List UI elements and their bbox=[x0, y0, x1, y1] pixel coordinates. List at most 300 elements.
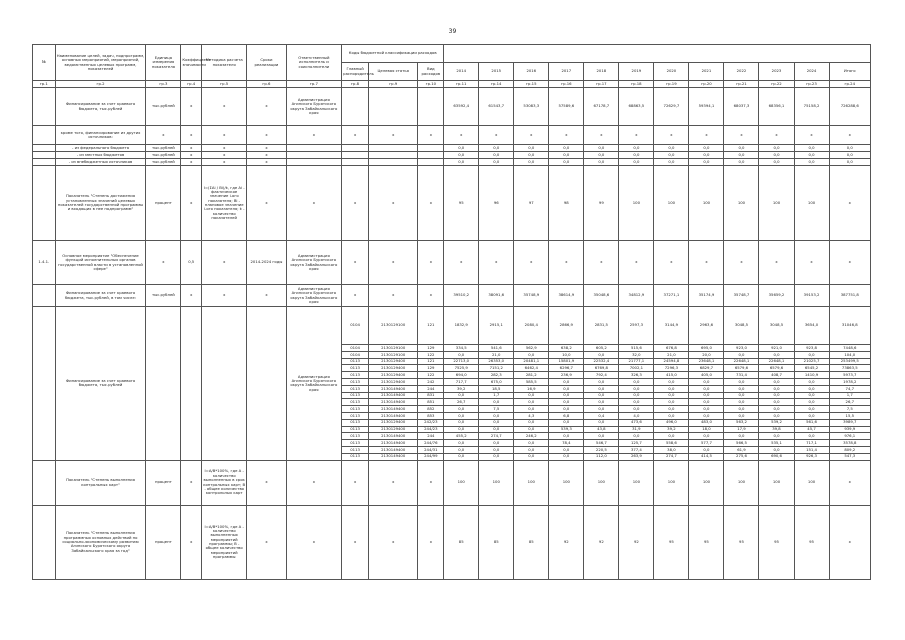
col-unit-header: Единица измерения показателя bbox=[146, 45, 181, 81]
value-cell: 3048,5 bbox=[759, 307, 794, 345]
value-cell: 717,7 bbox=[444, 378, 479, 385]
value-cell: 0,0 bbox=[444, 159, 479, 166]
value-cell: 0,0 bbox=[724, 392, 759, 399]
row-csr: 2130149400 bbox=[368, 433, 417, 440]
value-cell: х bbox=[619, 241, 654, 285]
value-cell: 541,6 bbox=[479, 345, 514, 352]
value-cell: 566,5 bbox=[724, 440, 759, 447]
value-cell: 0,0 bbox=[794, 392, 829, 399]
value-cell: 74,7 bbox=[829, 385, 870, 392]
value-cell: 31046,8 bbox=[829, 307, 870, 345]
row-coef: х bbox=[181, 505, 202, 579]
value-cell: 539,3 bbox=[549, 426, 584, 433]
row-grbs: 0113 bbox=[342, 453, 369, 460]
row-number bbox=[33, 126, 56, 145]
value-cell: 6,8 bbox=[549, 412, 584, 419]
value-cell: х bbox=[689, 241, 724, 285]
header-row-1 bbox=[33, 45, 871, 63]
value-cell: 0,0 bbox=[514, 453, 549, 460]
value-cell: х bbox=[724, 126, 759, 145]
row-ind2 bbox=[33, 460, 871, 505]
row-csr bbox=[368, 152, 417, 159]
row-ext bbox=[33, 159, 871, 166]
row-unit: процент bbox=[146, 505, 181, 579]
value-cell: 7,5 bbox=[829, 406, 870, 413]
value-cell: 100 bbox=[444, 460, 479, 505]
value-cell: 1,7 bbox=[829, 392, 870, 399]
year-header: 2019 bbox=[619, 63, 654, 81]
column-number: гр.20 bbox=[689, 81, 724, 88]
value-cell: 0,0 bbox=[689, 446, 724, 453]
value-cell: 7525,9 bbox=[444, 365, 479, 372]
row-vr bbox=[418, 88, 444, 126]
value-cell: 21777,1 bbox=[619, 358, 654, 365]
row-number bbox=[33, 166, 56, 241]
years-header-blank bbox=[444, 45, 871, 63]
value-cell: 694,0 bbox=[444, 372, 479, 379]
value-cell: 0,0 bbox=[549, 419, 584, 426]
row-unit: тыс.рублей bbox=[146, 159, 181, 166]
value-cell: 38614,9 bbox=[549, 285, 584, 307]
row-number bbox=[33, 145, 56, 152]
value-cell: 0,0 bbox=[584, 145, 619, 152]
total-header: Итого bbox=[829, 63, 870, 81]
value-cell: 15801,9 bbox=[549, 358, 584, 365]
row-name: Показатель "Степень достижения установленных значений целевых показателей государственной программы и входящих в нее подпрограмм" bbox=[55, 166, 146, 241]
value-cell: 17,9 bbox=[724, 426, 759, 433]
row-csr bbox=[368, 88, 417, 126]
row-vr: х bbox=[418, 460, 444, 505]
row-csr: 2130149400 bbox=[368, 385, 417, 392]
row-vr: 121 bbox=[418, 358, 444, 365]
row-vr bbox=[418, 152, 444, 159]
column-number: гр.2 bbox=[55, 81, 146, 88]
value-cell: 7448,6 bbox=[829, 345, 870, 352]
row-grbs: 0113 bbox=[342, 433, 369, 440]
row-vr: 244/31 bbox=[418, 446, 444, 453]
value-cell: 35048,6 bbox=[584, 285, 619, 307]
value-cell: 95 bbox=[444, 166, 479, 241]
value-cell: 535,1 bbox=[759, 440, 794, 447]
value-cell: 0,0 bbox=[619, 385, 654, 392]
row-vr: 244 bbox=[418, 385, 444, 392]
column-number: гр.19 bbox=[654, 81, 689, 88]
value-cell: 415,0 bbox=[654, 372, 689, 379]
value-cell: х bbox=[444, 241, 479, 285]
value-cell: 939,9 bbox=[829, 426, 870, 433]
row-grbs: х bbox=[342, 505, 369, 579]
value-cell: 0,0 bbox=[759, 406, 794, 413]
value-cell: 0,0 bbox=[654, 385, 689, 392]
row-method: I=(ΣAi / Bi)/k, где Ai - фактическое значение i-ого показателя; Bi - плановое значение i-ого показателя; k - количество показателей bbox=[202, 166, 247, 241]
value-cell: 638,2 bbox=[549, 345, 584, 352]
column-number: гр.9 bbox=[368, 81, 417, 88]
value-cell: 6579,6 bbox=[759, 365, 794, 372]
row-coef: х bbox=[181, 159, 202, 166]
value-cell: 92 bbox=[584, 505, 619, 579]
value-cell: 100 bbox=[479, 460, 514, 505]
row-grbs: 0104 bbox=[342, 307, 369, 345]
value-cell: 0,0 bbox=[759, 145, 794, 152]
value-cell: 26353,0 bbox=[479, 358, 514, 365]
value-cell: 0,0 bbox=[794, 152, 829, 159]
value-cell: 0,0 bbox=[689, 385, 724, 392]
row-vr: х bbox=[418, 241, 444, 285]
value-cell: 0,0 bbox=[514, 446, 549, 453]
value-cell: 15,5 bbox=[829, 412, 870, 419]
value-cell: 7002,1 bbox=[619, 365, 654, 372]
year-header: 2020 bbox=[654, 63, 689, 81]
value-cell: 96 bbox=[479, 166, 514, 241]
value-cell: 61,9 bbox=[724, 446, 759, 453]
value-cell: 7,5 bbox=[479, 406, 514, 413]
value-cell: 695,0 bbox=[689, 345, 724, 352]
value-cell: 605,2 bbox=[584, 345, 619, 352]
value-cell: 377,4 bbox=[619, 446, 654, 453]
row-vr: 244/76 bbox=[418, 440, 444, 447]
row-coef: х bbox=[181, 126, 202, 145]
row-csr: 2130149400 bbox=[368, 453, 417, 460]
row-coef: х bbox=[181, 145, 202, 152]
value-cell: 0,0 bbox=[479, 419, 514, 426]
row-csr bbox=[368, 159, 417, 166]
value-cell: 5973,7 bbox=[829, 372, 870, 379]
row-coef bbox=[181, 307, 202, 461]
row-csr: 2130149400 bbox=[368, 446, 417, 453]
value-cell: 0,0 bbox=[514, 152, 549, 159]
value-cell: 37271,1 bbox=[654, 285, 689, 307]
column-number: гр.16 bbox=[549, 81, 584, 88]
row-grbs: 0113 bbox=[342, 385, 369, 392]
column-number: гр.17 bbox=[584, 81, 619, 88]
value-cell: х bbox=[444, 126, 479, 145]
row-csr: 2130129400 bbox=[368, 358, 417, 365]
column-number: гр.23 bbox=[794, 81, 829, 88]
value-cell: 921,0 bbox=[759, 345, 794, 352]
value-cell: 0,0 bbox=[444, 419, 479, 426]
row-csr: 2130129400 bbox=[368, 378, 417, 385]
row-grbs: 0113 bbox=[342, 378, 369, 385]
value-cell: 95 bbox=[689, 505, 724, 579]
row-vr: 244/99 bbox=[418, 453, 444, 460]
row-name: Финансирование за счет краевого бюджета, тыс.рублей, в том числе: bbox=[55, 285, 146, 307]
value-cell: 0,0 bbox=[549, 446, 584, 453]
column-number: гр.7 bbox=[286, 81, 342, 88]
value-cell: 274,7 bbox=[479, 433, 514, 440]
value-cell: 18,5 bbox=[479, 385, 514, 392]
row-vr: х bbox=[418, 505, 444, 579]
value-cell: 547,3 bbox=[829, 453, 870, 460]
row-unit: х bbox=[146, 241, 181, 285]
value-cell: 0,0 bbox=[619, 406, 654, 413]
value-cell: 0,0 bbox=[444, 453, 479, 460]
value-cell: 35748,9 bbox=[514, 285, 549, 307]
row-resp: х bbox=[286, 505, 342, 579]
value-cell: 0,0 bbox=[759, 412, 794, 419]
value-cell: 0,0 bbox=[689, 378, 724, 385]
row-name: - из внебюджетных источников bbox=[55, 159, 146, 166]
value-cell: 92 bbox=[549, 505, 584, 579]
value-cell: 282,3 bbox=[479, 372, 514, 379]
row-vr: 121 bbox=[418, 307, 444, 345]
value-cell: х bbox=[654, 126, 689, 145]
budget-table bbox=[32, 44, 871, 580]
column-number: гр.18 bbox=[619, 81, 654, 88]
row-grbs: 0113 bbox=[342, 419, 369, 426]
row-grbs: 0104 bbox=[342, 351, 369, 358]
value-cell: 0,0 bbox=[549, 145, 584, 152]
value-cell: 585,5 bbox=[514, 378, 549, 385]
value-cell: 0,0 bbox=[549, 406, 584, 413]
row-method: I=A/B*100%, где A - количество выполненных в срок контрольных карт; B - общее количество контрольных карт bbox=[202, 460, 247, 505]
value-cell: 577,7 bbox=[689, 440, 724, 447]
value-cell: 6579,6 bbox=[724, 365, 759, 372]
value-cell: 0,4 bbox=[584, 412, 619, 419]
value-cell: 473,6 bbox=[619, 419, 654, 426]
row-number bbox=[33, 88, 56, 126]
value-cell: 0,0 bbox=[654, 406, 689, 413]
value-cell: 0,0 bbox=[829, 145, 870, 152]
value-cell: х bbox=[829, 126, 870, 145]
row-csr: 2130129400 bbox=[368, 426, 417, 433]
value-cell: 0,0 bbox=[654, 392, 689, 399]
row-csr: 2130129400 bbox=[368, 372, 417, 379]
value-cell: х bbox=[759, 126, 794, 145]
value-cell: 67178,7 bbox=[584, 88, 619, 126]
value-cell: 0,0 bbox=[444, 145, 479, 152]
value-cell: 0,0 bbox=[444, 152, 479, 159]
value-cell: 387751,8 bbox=[829, 285, 870, 307]
value-cell: 32,0 bbox=[619, 351, 654, 358]
row-resp bbox=[286, 159, 342, 166]
value-cell: 0,0 bbox=[724, 378, 759, 385]
value-cell: 0,0 bbox=[444, 392, 479, 399]
value-cell: 0,0 bbox=[759, 152, 794, 159]
value-cell: 0,0 bbox=[584, 433, 619, 440]
column-number: гр.6 bbox=[247, 81, 286, 88]
value-cell: 21,0 bbox=[654, 351, 689, 358]
row-resp: х bbox=[286, 126, 342, 145]
value-cell: 26,7 bbox=[444, 399, 479, 406]
value-cell: 690,6 bbox=[759, 453, 794, 460]
col-coef-header: Коэффициент значимости bbox=[181, 45, 202, 81]
row-grbs: 0113 bbox=[342, 399, 369, 406]
value-cell: 92 bbox=[619, 505, 654, 579]
value-cell: 39153,2 bbox=[794, 285, 829, 307]
value-cell: 0,0 bbox=[584, 159, 619, 166]
value-cell: 6829,7 bbox=[689, 365, 724, 372]
value-cell: 20481,1 bbox=[514, 358, 549, 365]
row-grbs: 0113 bbox=[342, 365, 369, 372]
value-cell: х bbox=[549, 241, 584, 285]
value-cell: 1410,9 bbox=[794, 372, 829, 379]
value-cell: 0,0 bbox=[444, 440, 479, 447]
row-vr: 122 bbox=[418, 351, 444, 358]
value-cell: 0,0 bbox=[689, 412, 724, 419]
value-cell: 0,0 bbox=[479, 145, 514, 152]
value-cell: 923,8 bbox=[794, 345, 829, 352]
value-cell: 0,0 bbox=[689, 433, 724, 440]
row-term: 2014-2024 годы bbox=[247, 241, 286, 285]
col-resp-header: Ответственный исполнитель и соисполнители bbox=[286, 45, 342, 81]
row-csr: х bbox=[368, 505, 417, 579]
row-name: Показатель "Степень выполнения программных основных действий по социально-экономическому развитию Агинского Бурятского округа Забайкальского края за год" bbox=[55, 505, 146, 579]
year-header: 2023 bbox=[759, 63, 794, 81]
value-cell: 0,0 bbox=[479, 440, 514, 447]
value-cell: 100 bbox=[689, 460, 724, 505]
row-name: Финансирование за счет краевого бюджета, тыс.рублей bbox=[55, 88, 146, 126]
value-cell: 68863,5 bbox=[619, 88, 654, 126]
value-cell: 0,0 bbox=[619, 392, 654, 399]
row-grbs: 0113 bbox=[342, 406, 369, 413]
row-grbs: 0113 bbox=[342, 440, 369, 447]
value-cell: 455,2 bbox=[444, 433, 479, 440]
value-cell: 0,0 bbox=[514, 351, 549, 358]
value-cell: 97 bbox=[514, 166, 549, 241]
row-term: х bbox=[247, 166, 286, 241]
value-cell: 0,0 bbox=[724, 412, 759, 419]
value-cell: 61543,7 bbox=[479, 88, 514, 126]
col-term-header: Сроки реализации bbox=[247, 45, 286, 81]
value-cell: 539,2 bbox=[759, 419, 794, 426]
value-cell: х bbox=[724, 241, 759, 285]
value-cell: 100 bbox=[759, 460, 794, 505]
row-vr bbox=[418, 159, 444, 166]
value-cell: 0,0 bbox=[619, 433, 654, 440]
value-cell: 98 bbox=[549, 166, 584, 241]
value-cell: 326,3 bbox=[619, 372, 654, 379]
row-unit: процент bbox=[146, 460, 181, 505]
value-cell: х bbox=[759, 241, 794, 285]
value-cell: 100 bbox=[584, 460, 619, 505]
row-incl bbox=[33, 126, 871, 145]
value-cell: 0,0 bbox=[724, 351, 759, 358]
row-unit: х bbox=[146, 126, 181, 145]
row-term: х bbox=[247, 152, 286, 159]
value-cell: 35174,9 bbox=[689, 285, 724, 307]
row-number bbox=[33, 159, 56, 166]
row-term: х bbox=[247, 505, 286, 579]
value-cell: 726288,6 bbox=[829, 88, 870, 126]
column-number: гр.10 bbox=[418, 81, 444, 88]
value-cell: х bbox=[689, 126, 724, 145]
value-cell: х bbox=[584, 126, 619, 145]
value-cell: 6296,7 bbox=[549, 365, 584, 372]
value-cell: 2866,9 bbox=[549, 307, 584, 345]
value-cell: 563,2 bbox=[724, 419, 759, 426]
row-coef: х bbox=[181, 152, 202, 159]
value-cell: 95 bbox=[654, 505, 689, 579]
row-number bbox=[33, 152, 56, 159]
row-unit bbox=[146, 307, 181, 461]
row-term: х bbox=[247, 88, 286, 126]
value-cell: 731,4 bbox=[724, 372, 759, 379]
value-cell: 0,0 bbox=[444, 446, 479, 453]
value-cell: 59394,1 bbox=[689, 88, 724, 126]
row-grbs: 0113 bbox=[342, 358, 369, 365]
row-resp bbox=[286, 145, 342, 152]
row-method: х bbox=[202, 159, 247, 166]
value-cell: х bbox=[829, 166, 870, 241]
value-cell: 0,0 bbox=[654, 145, 689, 152]
column-number: гр.22 bbox=[759, 81, 794, 88]
row-grbs bbox=[342, 152, 369, 159]
year-header: 2022 bbox=[724, 63, 759, 81]
row-csr bbox=[368, 145, 417, 152]
row-grbs: 0113 bbox=[342, 446, 369, 453]
value-cell: 6769,8 bbox=[584, 365, 619, 372]
col-vr-header: Вид расходов bbox=[418, 63, 444, 81]
value-cell: 100 bbox=[689, 166, 724, 241]
value-cell: 38091,6 bbox=[479, 285, 514, 307]
value-cell: 35748,7 bbox=[724, 285, 759, 307]
row-csr: 2130129100 bbox=[368, 345, 417, 352]
value-cell: 0,0 bbox=[759, 433, 794, 440]
value-cell: 0,0 bbox=[759, 378, 794, 385]
row-csr: 2130149400 bbox=[368, 412, 417, 419]
value-cell: 7296,3 bbox=[654, 365, 689, 372]
col-grbs-header: Главный распорядитель bbox=[342, 63, 369, 81]
value-cell: 99 bbox=[584, 166, 619, 241]
row-name: Показатель "Степень выполнения контрольных карт" bbox=[55, 460, 146, 505]
value-cell: 0,0 bbox=[444, 351, 479, 358]
value-cell: 0,0 bbox=[829, 152, 870, 159]
value-cell: 0,0 bbox=[584, 378, 619, 385]
value-cell: 100 bbox=[654, 166, 689, 241]
value-cell: 0,0 bbox=[689, 152, 724, 159]
row-vr: 129 bbox=[418, 365, 444, 372]
value-cell: 16,9 bbox=[514, 385, 549, 392]
value-cell: 0,0 bbox=[794, 351, 829, 358]
value-cell: 26,7 bbox=[829, 399, 870, 406]
value-cell: 0,0 bbox=[584, 385, 619, 392]
row-ind3 bbox=[33, 505, 871, 579]
value-cell: 0,0 bbox=[584, 392, 619, 399]
value-cell: 0,0 bbox=[794, 145, 829, 152]
value-cell: 0,0 bbox=[654, 159, 689, 166]
row-grbs: 0113 bbox=[342, 392, 369, 399]
row-grbs bbox=[342, 145, 369, 152]
value-cell: 515,6 bbox=[619, 345, 654, 352]
value-cell: 22532,4 bbox=[584, 358, 619, 365]
value-cell: 0,0 bbox=[479, 152, 514, 159]
row-grbs: 0113 bbox=[342, 412, 369, 419]
value-cell: 0,0 bbox=[584, 419, 619, 426]
value-cell: 95 bbox=[794, 505, 829, 579]
value-cell: 0,0 bbox=[549, 392, 584, 399]
value-cell: 0,0 bbox=[549, 453, 584, 460]
row-number bbox=[33, 285, 56, 307]
row-main bbox=[33, 241, 871, 285]
value-cell: 0,0 bbox=[444, 412, 479, 419]
row-grbs: 0104 bbox=[342, 345, 369, 352]
row-method: х bbox=[202, 126, 247, 145]
col-name-header: Наименование целей, задач, подпрограмм, основных мероприятий, мероприятий, ведомственных целевых программ, показателей bbox=[55, 45, 146, 81]
row-grbs: х bbox=[342, 126, 369, 145]
row-resp: х bbox=[286, 460, 342, 505]
row-method bbox=[202, 307, 247, 461]
row-vr: х bbox=[418, 285, 444, 307]
value-cell: 0,0 bbox=[479, 412, 514, 419]
value-cell: 21025,7 bbox=[794, 358, 829, 365]
year-header: 2024 bbox=[794, 63, 829, 81]
value-cell: 0,0 bbox=[479, 453, 514, 460]
value-cell: 0,0 bbox=[794, 399, 829, 406]
value-cell: 75158,2 bbox=[794, 88, 829, 126]
value-cell: 85 bbox=[479, 505, 514, 579]
row-csr: 2130129100 bbox=[368, 307, 417, 345]
row-csr: х bbox=[368, 166, 417, 241]
